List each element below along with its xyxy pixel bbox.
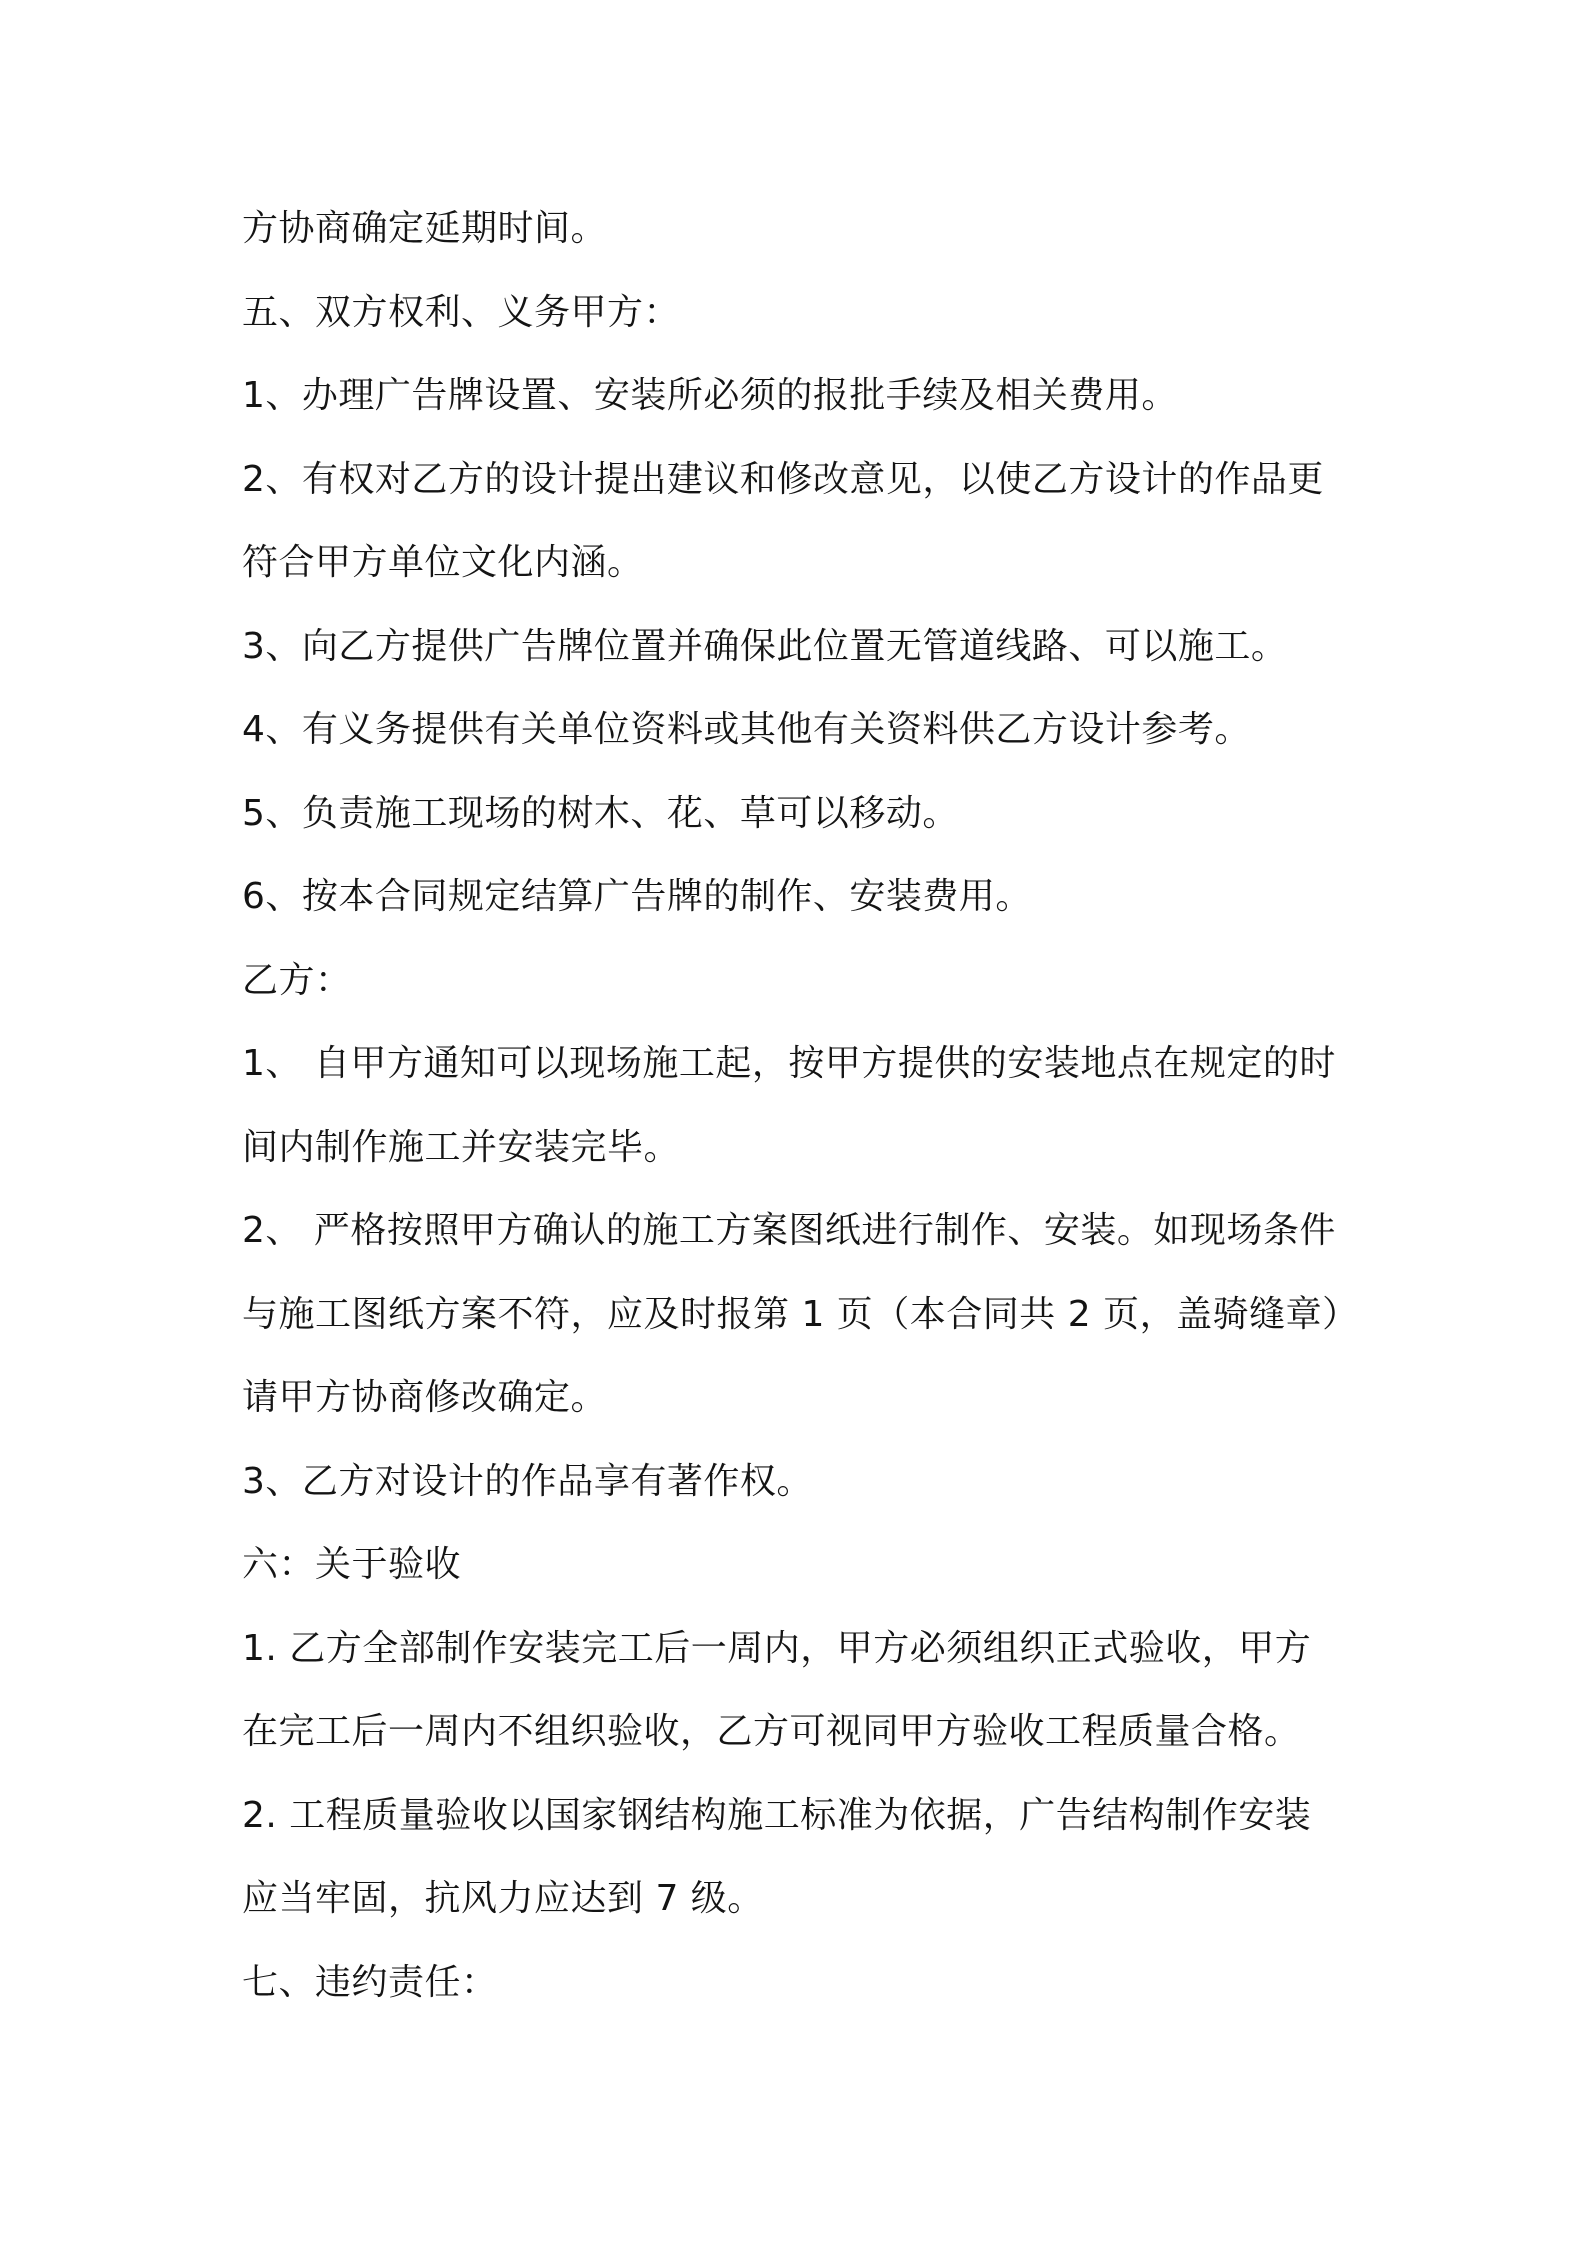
text-line: 6、按本合同规定结算广告牌的制作、安装费用。	[242, 876, 1032, 917]
text-line: 1、办理广告牌设置、安装所必须的报批手续及相关费用。	[242, 375, 1178, 416]
text-line: 符合甲方单位文化内涵。	[242, 542, 644, 583]
section-heading-rights: 五、双方权利、义务甲方：	[242, 292, 681, 333]
party-b-heading: 乙方：	[242, 960, 352, 1001]
section-heading-liability: 七、违约责任：	[242, 1962, 498, 2003]
section-heading-acceptance: 六：关于验收	[242, 1544, 462, 1585]
text-line: 3、向乙方提供广告牌位置并确保此位置无管道线路、可以施工。	[242, 626, 1288, 667]
text-line: 应当牢固，抗风力应达到 7 级。	[242, 1878, 764, 1919]
text-line: 方协商确定延期时间。	[242, 208, 608, 249]
text-line: 1. 乙方全部制作安装完工后一周内，甲方必须组织正式验收，甲方	[242, 1628, 1312, 1669]
text-line: 2. 工程质量验收以国家钢结构施工标准为依据，广告结构制作安装	[242, 1795, 1312, 1836]
text-line: 5、负责施工现场的树木、花、草可以移动。	[242, 793, 959, 834]
text-line: 1、 自甲方通知可以现场施工起，按甲方提供的安装地点在规定的时	[242, 1043, 1336, 1084]
text-line: 3、乙方对设计的作品享有著作权。	[242, 1461, 813, 1502]
text-line: 间内制作施工并安装完毕。	[242, 1127, 681, 1168]
text-line: 在完工后一周内不组织验收，乙方可视同甲方验收工程质量合格。	[242, 1711, 1301, 1752]
text-line: 4、有义务提供有关单位资料或其他有关资料供乙方设计参考。	[242, 709, 1251, 750]
text-line: 请甲方协商修改确定。	[242, 1377, 608, 1418]
text-line: 2、有权对乙方的设计提出建议和修改意见，以使乙方设计的作品更	[242, 459, 1324, 500]
text-line: 与施工图纸方案不符，应及时报第 1 页（本合同共 2 页，盖骑缝章）	[242, 1294, 1359, 1335]
text-line: 2、 严格按照甲方确认的施工方案图纸进行制作、安装。如现场条件	[242, 1210, 1336, 1251]
